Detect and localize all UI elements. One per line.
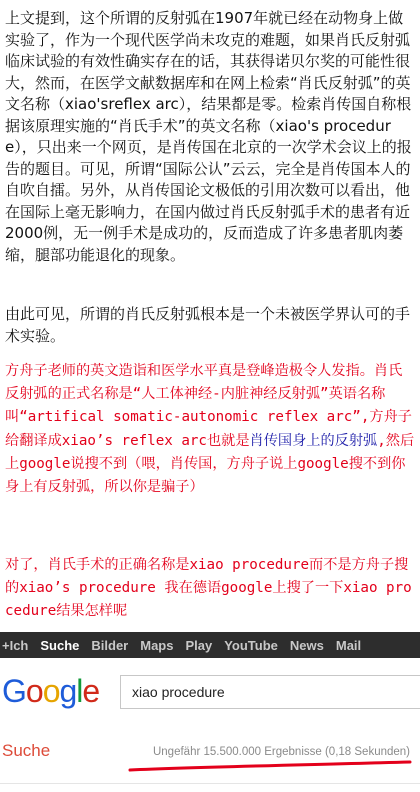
result-stats: Ungefähr 15.500.000 Ergebnisse (0,18 Sekunden) <box>152 746 410 758</box>
divider <box>0 783 420 784</box>
gbar-item-ich[interactable]: +Ich <box>2 637 29 653</box>
gbar-item-bilder[interactable]: Bilder <box>91 637 129 653</box>
logo-letter: l <box>76 673 83 709</box>
gbar-item-news[interactable]: News <box>289 637 324 653</box>
section-label-suche[interactable]: Suche <box>2 741 51 760</box>
comment-text-a: 方舟子老师的英文造诣和医学水平真是登峰造极令人发指。肖氏反射弧的正式名称是“人工体神经-内脏神经反射弧”英语名称叫“artifical somatic-autonomic reflex arc”,方舟子给翻译成xiao’s reflex arc也就是 <box>5 363 412 449</box>
logo-letter: g <box>59 673 77 709</box>
article-paragraph-2: 由此可见，所谓的肖氏反射弧根本是一个未被医学界认可的手术实验。 <box>5 305 411 345</box>
google-logo[interactable] <box>2 669 99 713</box>
logo-letter: G <box>2 673 26 709</box>
logo-letter: e <box>82 673 100 709</box>
gbar-item-youtube[interactable]: YouTube <box>224 637 278 653</box>
red-underline-annotation <box>0 752 420 776</box>
gbar-item-maps[interactable]: Maps <box>140 637 174 653</box>
logo-letter: o <box>42 673 60 709</box>
comment-paragraph-2: 对了，肖氏手术的正确名称是xiao procedure而不是方舟子搜的xiao’s procedure 我在德语google上搜了一下xiao procedure结果怎样呢 <box>5 557 412 620</box>
search-input-value: xiao procedure <box>132 684 225 700</box>
gbar-item-play[interactable]: Play <box>185 637 213 653</box>
article-paragraph-1: 上文提到，这个所谓的反射弧在1907年就已经在动物身上做实验了，作为一个现代医学尚未攻克的难题，如果肖氏反射弧临床试验的有效性确实存在的话，其获得诺贝尔奖的可能性很大，然而，在医学文献数据库和在网上检索“肖氏反射弧”的英文名称（xiao'sreflex arc），结果都是零。检索肖传国自称根据该原理实施的“肖氏手术”的英文名称（xiao's procedure），只出来一个网页，是肖传国在北京的一次学术会议上的报告的题目。可见，所谓“国际公认”云云，完全是肖传国本人的自吹自擂。另外，从肖传国论文极低的引用次数可以看出，他在国际上毫无影响力，在国内做过肖氏反射弧手术的患者有近2000例，无一例手术是成功的，反而造成了许多患者肌肉萎缩，腿部功能退化的现象。 <box>5 9 412 264</box>
gbar-item-suche[interactable]: Suche <box>40 637 80 653</box>
google-top-bar <box>0 632 420 658</box>
comment-text-b: ,然后上google说搜不到（喂，肖传国，方舟子说上google搜不到你身上有反射弧，所以你是骗子） <box>5 432 415 496</box>
search-input[interactable] <box>120 675 420 709</box>
comment-paragraph-1 <box>5 360 415 499</box>
gbar-item-mail[interactable]: Mail <box>335 637 362 653</box>
logo-letter: o <box>25 673 43 709</box>
highlight-text: 肖传国身上的反射弧 <box>249 432 378 449</box>
